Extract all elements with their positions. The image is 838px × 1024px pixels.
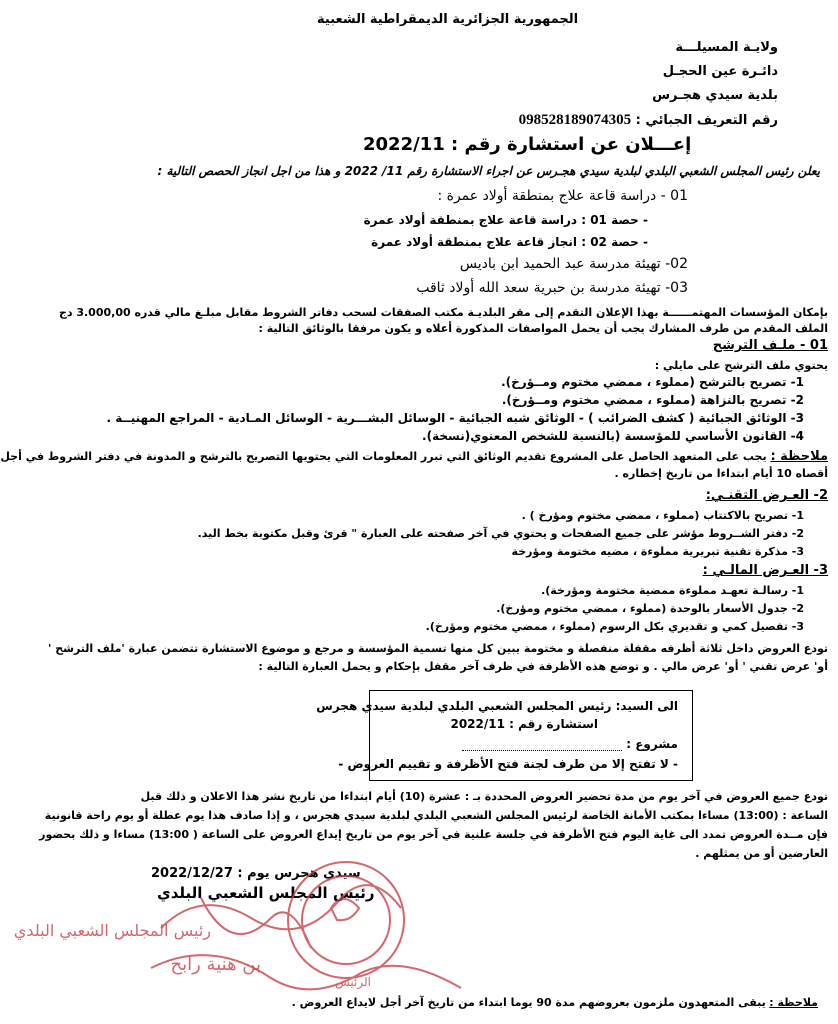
deadline-line-4: العارضين أو من يمثلهم .: [695, 847, 828, 860]
deadline-line-2: الساعة : (13:00) مساءا بمكتب الأمانة الخاصة لرئيس المجلس الشعبي البلدي لبلدية سيدي هجرس ، و إذا صادف هذا يوم عطلة أو يوم راحة قانونية: [44, 809, 828, 822]
signature-role: رئيس المجلس الشعبي البلدي: [157, 884, 375, 902]
section-1-title: 01 - ملـف الترشح: [712, 338, 828, 353]
section-3-item-3: 3- تفصيل كمي و تقديري بكل الرسوم (مملوء ، ممضي مختوم ومؤرخ).: [425, 620, 804, 633]
lot-01-part-2: - حصة 02 : انجاز قاعة علاج بمنطقة أولاد عمرة: [371, 235, 648, 249]
announcement-title: إعـــلان عن استشارة رقم : 2022/11: [363, 134, 692, 155]
section-1-note-line-2: أقصاه 10 أيام ابتداءا من تاريخ إخطاره .: [614, 467, 828, 480]
envelope-project-label: مشروع :: [626, 737, 678, 751]
section-1-item-1: 1- تصريح بالترشح (مملوء ، ممضي مختوم ومــؤرخ).: [501, 375, 804, 389]
lot-01-part-1: - حصة 01 : دراسة قاعة علاج بمنطقة أولاد عمرة: [363, 213, 648, 227]
section-2-item-3: 3- مذكرة تقنية تبريرية مملوءة ، مضيه مختومة ومؤرخة: [511, 545, 804, 558]
eligibility-line-2: الملف المقدم من طرف المشارك يجب أن يحمل المواصفات المذكورة أعلاه و يكون مرفقا بالوثائق التالية :: [258, 322, 828, 335]
envelope-project: [462, 737, 678, 751]
section-3-title: 3- العـرض المالـي :: [702, 563, 828, 578]
signature-place-date: سيدي هجرس يوم : 2022/12/27: [151, 866, 361, 881]
section-1-note-label: ملاحظة :: [770, 449, 828, 464]
footer-note-text: يبقى المتعهدون ملزمون بعروضهم مدة 90 يوما ابتداء من تاريخ آخر أجل لايداع العروض .: [291, 996, 766, 1009]
section-1-item-3: 3- الوثائق الجبائية ( كشف الضرائب ) - الوثائق شبه الجبائية - الوسائل البشـــرية - الوسائل المـادية - المراجع المهنيــة .: [106, 411, 804, 425]
envelope-consultation: استشارة رقم : 2022/11: [450, 717, 598, 731]
tax-id-label: رقم التعريف الجبائي :: [635, 113, 778, 128]
section-1-item-4: 4- القانون الأساسي للمؤسسة (بالنسبة للشخص المعنوي(نسخة).: [422, 429, 804, 443]
eligibility-line-1: بإمكان المؤسسات المهتمــــــة بهذا الإعلان التقدم إلى مقر البلديـة مكتب الصفقات لسحب دفاتر الشروط مقابل مبلـغ مالي قدره 3.000,00 دج: [58, 306, 828, 319]
section-2-title: 2- العـرض التقنـي:: [705, 488, 828, 503]
envelope-instructions-2: أو' عرض تقني ' أو' عرض مالي . و توضع هذه الأظرفة في ظرف آخر مقفل بإحكام و يحمل العبارة التالية :: [258, 660, 828, 673]
republic-heading: الجمهورية الجزائرية الديمقراطية الشعبية: [317, 12, 579, 27]
tax-id-line: [519, 112, 778, 129]
section-1-item-2: 2- تصريح بالنزاهة (مملوء ، ممضي مختوم ومــؤرخ).: [501, 393, 804, 407]
stamp-text-council: رئيس المجلس الشعبي البلدي: [13, 921, 211, 940]
envelope-label-box: [316, 690, 693, 781]
section-2-item-1: 1- تصريح بالاكتتاب (مملوء ، ممضي مختوم ومؤرخ ) .: [521, 509, 804, 522]
tax-id-value: 098528189074305: [518, 112, 632, 128]
stamp-text-name: بن هنية رابح: [170, 954, 261, 975]
envelope-warning: - لا تفتح إلا من طرف لجنة فتح الأظرفة و تقييم العروض -: [338, 757, 678, 771]
footer-note: [292, 996, 818, 1009]
commune-line: بلدية سيدي هجـرس: [652, 88, 778, 103]
lot-02: 02- تهيئة مدرسة عبد الحميد ابن باديس: [459, 256, 688, 272]
announcement-intro: يعلن رئيس المجلس الشعبي البلدي لبلدية سيدي هجـرس عن اجراء الاستشارة رقم 11/ 2022 و هذا من اجل انجاز الحصص التالية :: [157, 164, 820, 178]
lot-03: 03- تهيئة مدرسة بن حبرية سعد الله أولاد ثاقب: [416, 280, 688, 296]
envelope-to: الى السيد: رئيس المجلس الشعبي البلدي لبلدية سيدي هجرس: [316, 699, 678, 713]
section-3-item-2: 2- جدول الأسعار بالوحدة (مملوء ، ممضي مختوم ومؤرخ).: [496, 602, 804, 615]
section-3-item-1: 1- رسالـة تعهـد مملوءة ممضية مختومة ومؤرخة).: [541, 584, 804, 597]
stamp-text-president: الرئيس: [335, 975, 371, 989]
lot-01: 01 - دراسة قاعة علاج بمنطقة أولاد عمرة :: [437, 188, 688, 204]
deadline-line-1: تودع جميع العروض في آخر يوم من مدة تحضير العروض المحددة بـ : عشرة (10) أيام ابتداءا من تاريخ نشر هذا الاعلان و ذلك قبل: [140, 790, 828, 803]
envelope-instructions-1: تودع العروض داخل ثلاثة أظرفه مقفلة منفصلة و مختومة يبين كل منها تسمية المؤسسة و مرجع و موضوع الاستشارة تتضمن عبارة 'ملف الترشح ': [48, 642, 828, 655]
section-1-note-text: يجب على المتعهد الحاصل على المشروع تقديم الوثائق التي تبرر المعلومات التي يحتويها التصريح بالترشح و المدونة في دفتر الشروط في أجل: [0, 450, 767, 463]
section-1-note: [0, 449, 828, 464]
wilaya-line: ولايـة المسيلـــة: [675, 40, 778, 55]
section-2-item-2: 2- دفتر الشــروط مؤشر على جميع الصفحات و يحتوي في آخر صفحته على العبارة " قرئ وقبل مكتوبة بخط اليد.: [197, 527, 804, 540]
section-1-intro: يحتوي ملف الترشح على مايلي :: [654, 359, 828, 372]
daira-line: دائـرة عين الحجـل: [662, 64, 778, 79]
envelope-project-dotted-line: [462, 750, 622, 751]
official-stamp-signature: [13, 858, 471, 1008]
footer-note-label: ملاحظة :: [769, 996, 818, 1009]
deadline-line-3: فإن مــدة العروض تمدد الى غاية اليوم فتح الأظرفة في جلسة علنية في آخر يوم من تاريخ إيداع العروض على الساعة ( 13:00) مساءا و ذلك بحضور: [39, 828, 828, 841]
